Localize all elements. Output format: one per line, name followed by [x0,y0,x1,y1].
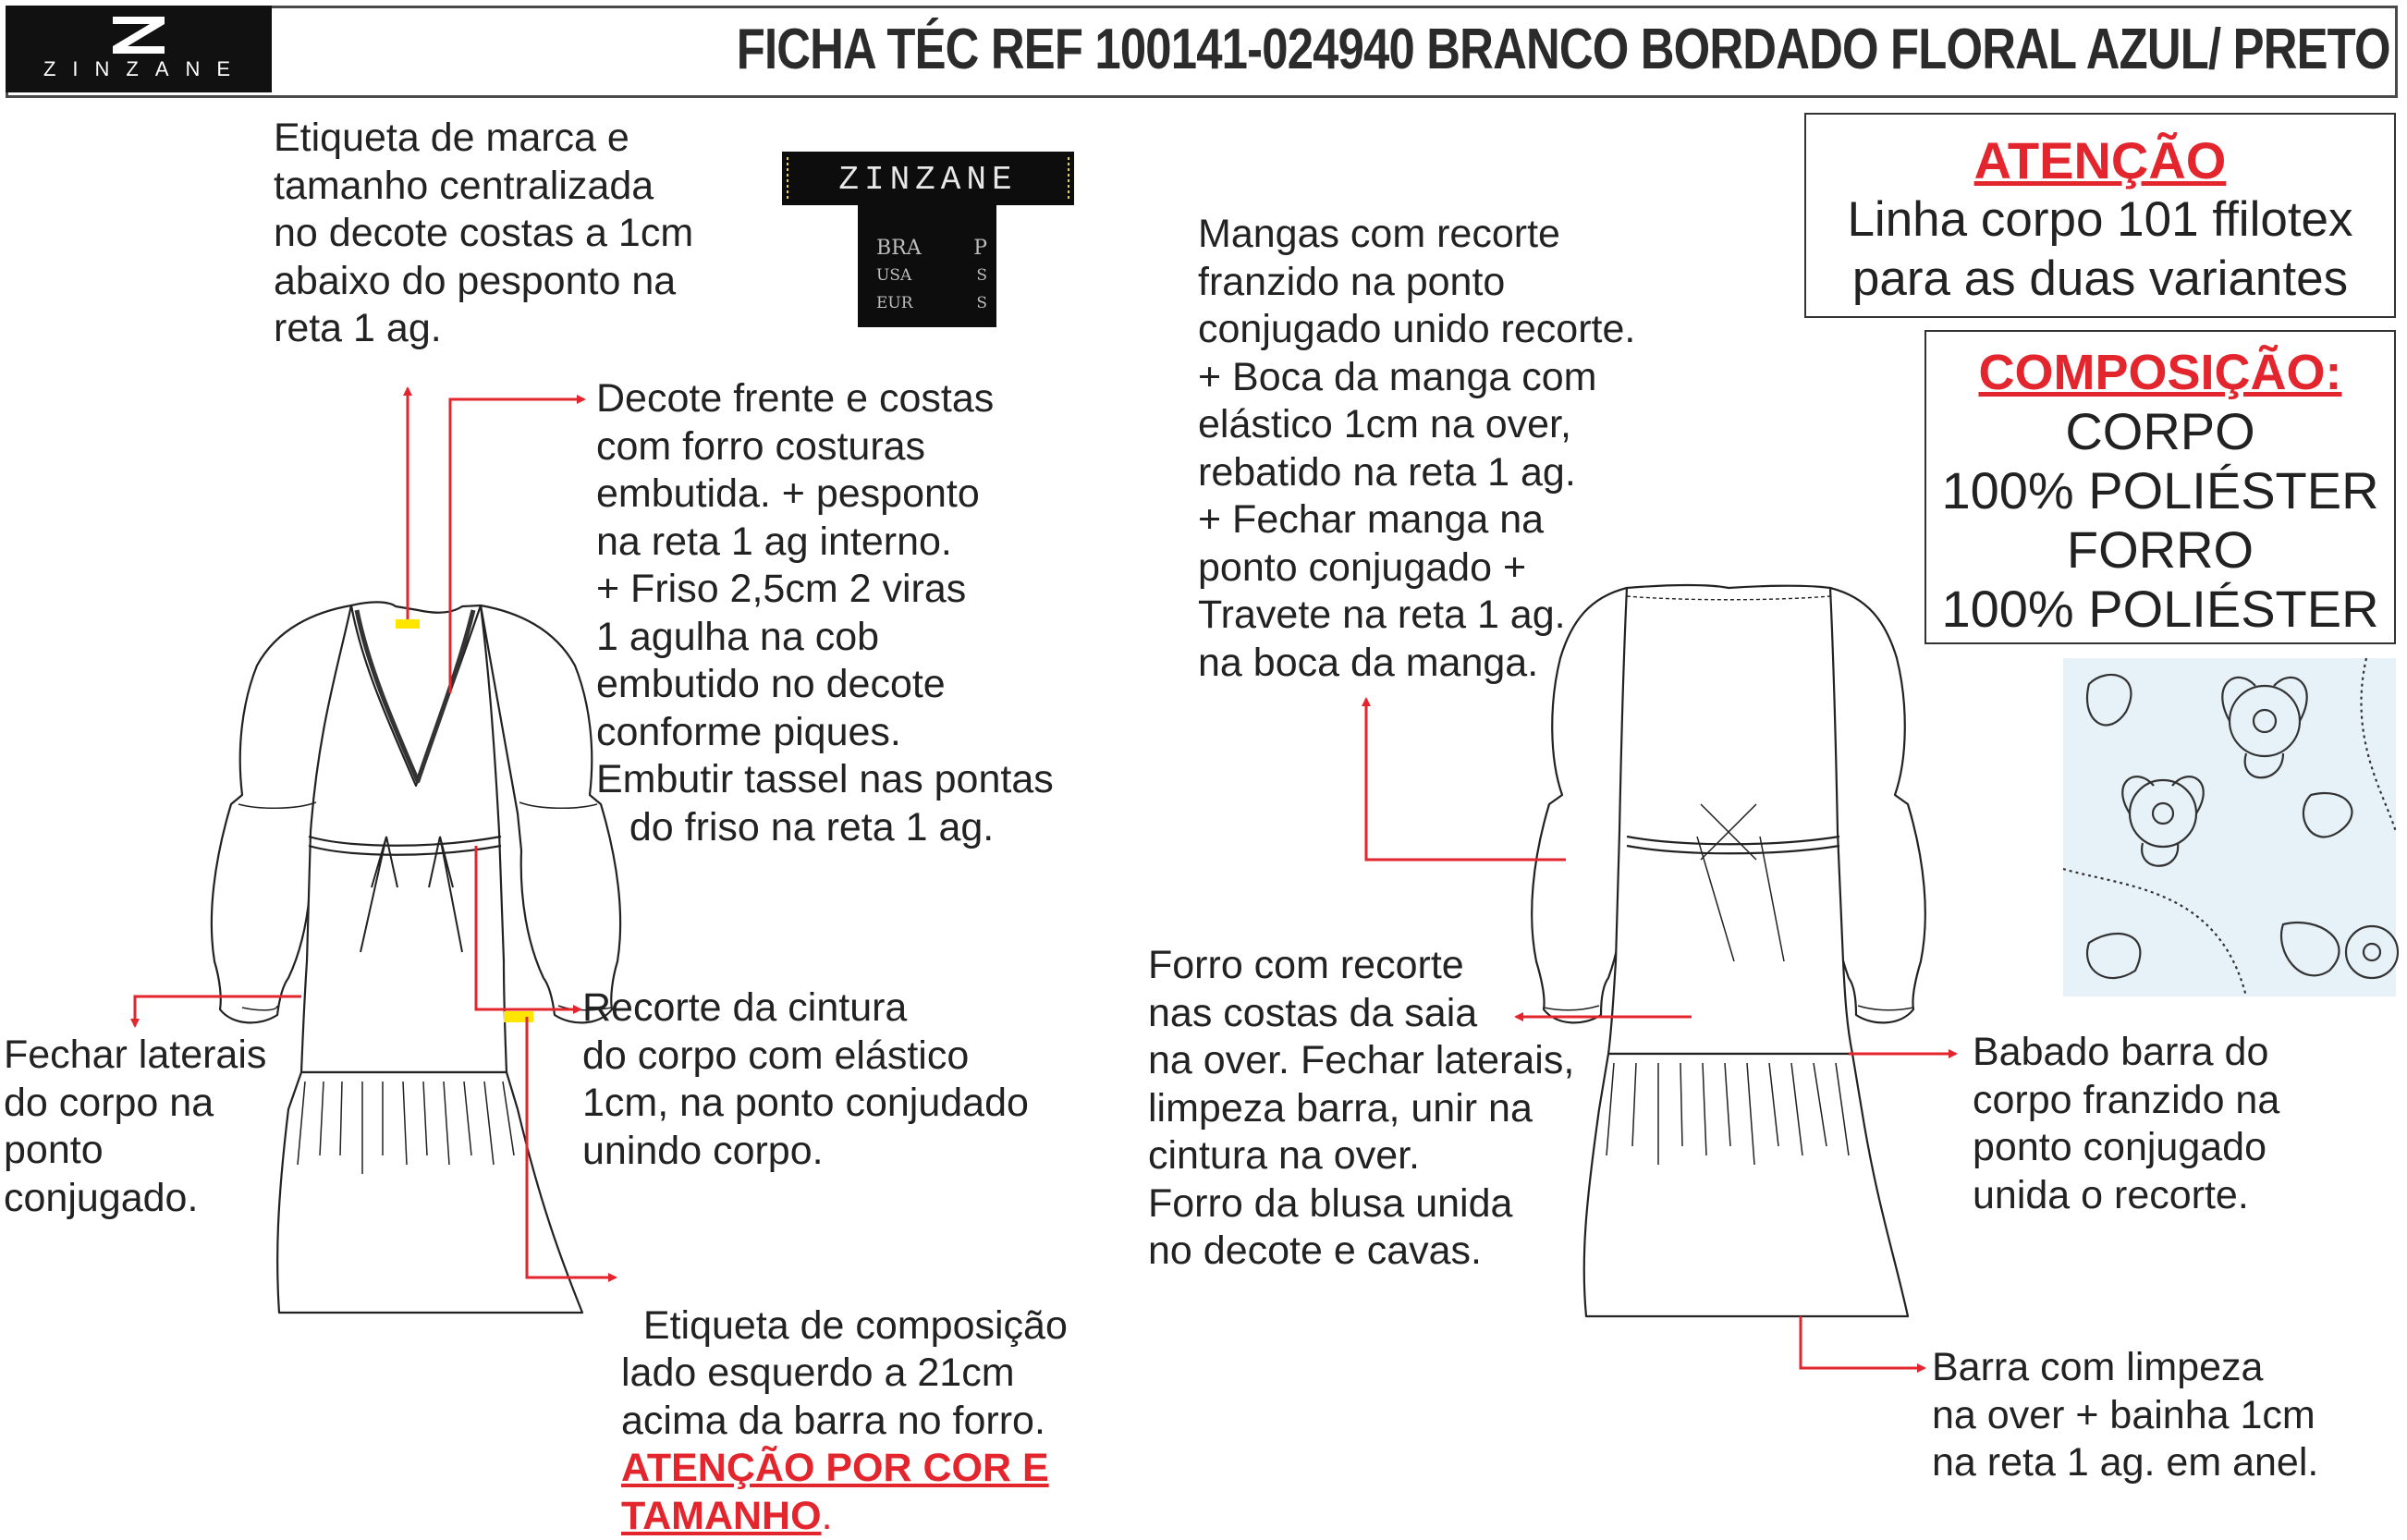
note-mangas: Mangas com recorte franzido na ponto conjugado unido recorte. + Boca da manga com elástico 1cm na over, rebatido na reta 1 ag. + Fechar manga na ponto conjugado + Travete na reta 1 ag. na boca da manga. [1198,212,1636,685]
composition-box [1924,330,2396,644]
attention-line2: para as duas variantes [1851,251,2349,306]
note-recorte-cintura: Recorte da cintura do corpo com elástico 1cm, na ponto conjudado unindo corpo. [582,985,1029,1173]
dress-front-drawing [212,602,620,1313]
composition-line: FORRO [2066,520,2254,579]
note-etiqueta-marca: Etiqueta de marca e tamanho centralizada no decote costas a 1cm abaixo do pesponto na reta 1 ag. [274,116,694,350]
composition-line: CORPO [2065,402,2255,460]
note-etiqueta-composicao [621,1254,1068,1540]
attention-box [1804,113,2396,318]
note-alert-line1: ATENÇÃO POR COR E [621,1446,1049,1490]
label-country-eur: EUR [876,294,913,312]
composition-line: 100% POLIÉSTER [1941,461,2379,519]
note-alert-line2: TAMANHO [621,1493,822,1538]
note-babado: Babado barra do corpo franzido na ponto conjugado unida o recorte. [1973,1030,2280,1217]
note-forro: Forro com recorte nas costas da saia na over. Fechar laterais, limpeza barra, unir na cintura na over. Forro da blusa unida no decote e cavas. [1148,943,1575,1273]
page-title: FICHA TÉC REF 100141-024940 BRANCO BORDADO FLORAL AZUL/ PRETO [736,18,2390,81]
note-barra: Barra com limpeza na over + bainha 1cm na reta 1 ag. em anel. [1932,1345,2319,1485]
note-alert-period: . [821,1493,833,1538]
label-size-usa: S [976,266,987,285]
dress-back-drawing [1532,585,1925,1316]
label-size-eur: S [976,294,987,312]
note-decote: Decote frente e costas com forro costuras embutida. + pesponto na reta 1 ag interno. + Friso 2,5cm 2 viras 1 agulha na cob embutido no decote conforme piques. Embutir tassel nas pontas do friso na reta 1 ag. [596,376,1054,849]
label-country-usa: USA [876,266,912,285]
attention-title: ATENÇÃO [1973,131,2227,189]
note-etiqueta-composicao-text: Etiqueta de composição lado esquerdo a 21cm acima da barra no forro. [621,1302,1068,1443]
label-country-bra: BRA [876,237,922,260]
composition-line: 100% POLIÉSTER [1941,580,2379,638]
floral-embroidery-swatch-icon [2063,658,2398,996]
composition-title: COMPOSIÇÃO: [1978,345,2342,400]
label-brand-text: ZINZANE [838,161,1018,199]
brand-logo-text: ZINZANE [43,57,248,80]
attention-line1: Linha corpo 101 ffilotex [1847,192,2353,247]
brand-size-label [782,152,1074,327]
label-size-bra: P [973,237,987,260]
note-fechar-laterais: Fechar laterais do corpo na ponto conjugado. [4,1033,267,1220]
